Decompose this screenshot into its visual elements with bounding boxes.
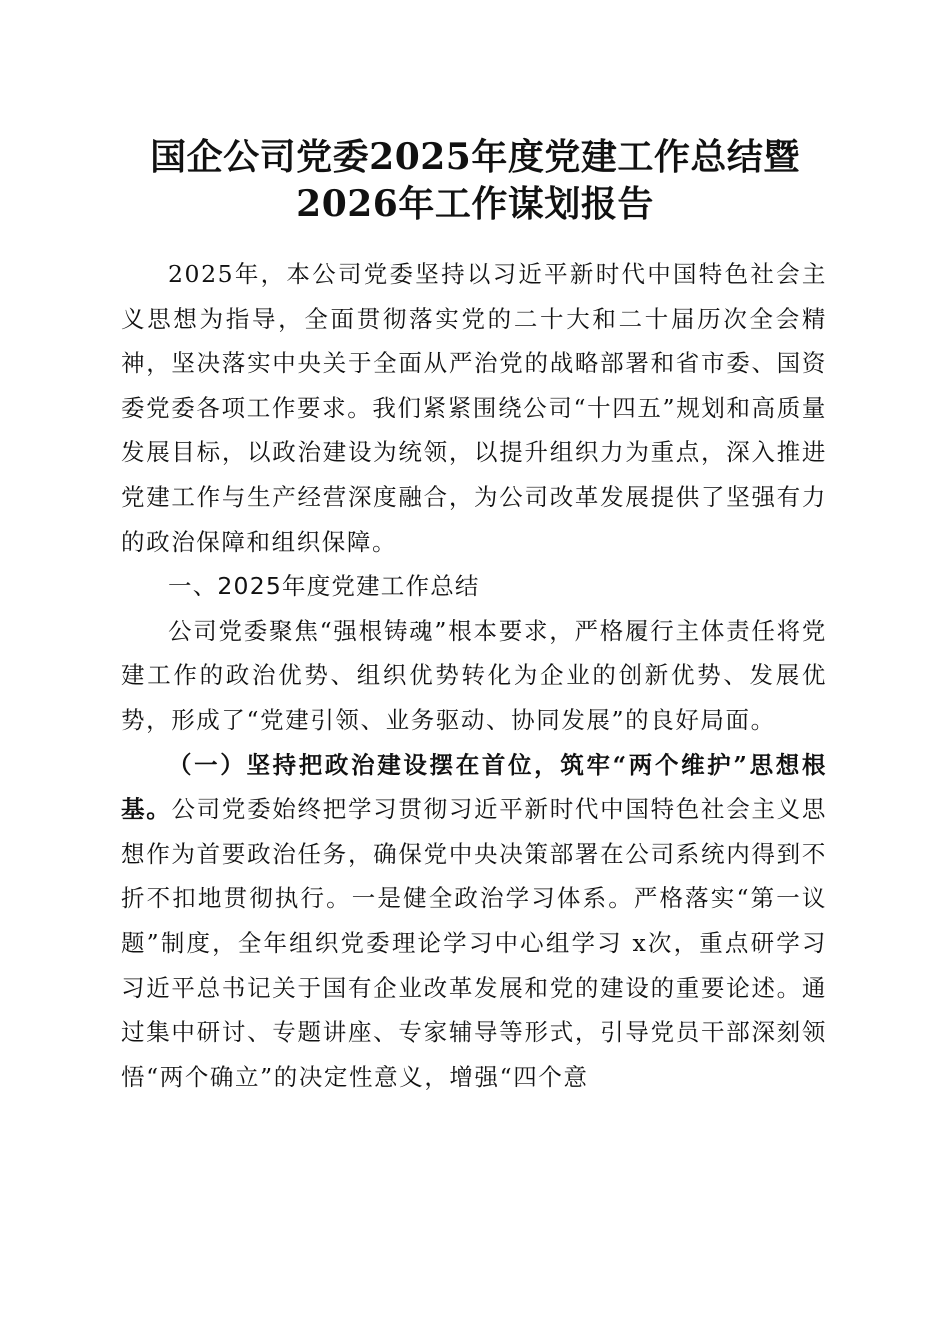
document-title: 国企公司党委2025年度党建工作总结暨2026年工作谋划报告	[150, 136, 800, 225]
subsection-text: 公司党委始终把学习贯彻习近平新时代中国特色社会主义思想作为首要政治任务，确保党中央决策部署在公司系统内得到不折不扣地贯彻执行。一是健全政治学习体系。严格落实“第一议题”制度，全年组织党委理论学习中心组学习 x次，重点研学习习近平总书记关于国有企业改革发展和党的建设的重要论述。通过集中研讨、专题讲座、专家辅导等形式，引导党员干部深刻领悟“两个确立”的决定性意义，增强“四个意	[121, 795, 827, 1091]
section-heading: 一、2025年度党建工作总结	[168, 572, 480, 601]
subsection-heading: （一）坚持把政治建设摆在首位，筑牢“两个维护”思想根基。	[121, 750, 827, 824]
subsection-paragraph	[121, 743, 827, 1100]
section-intro-paragraph: 公司党委聚焦“强根铸魂”根本要求，严格履行主体责任将党建工作的政治优势、组织优势转化为企业的创新优势、发展优势，形成了“党建引领、业务驱动、协同发展”的良好局面。	[121, 616, 827, 734]
document-body	[121, 252, 827, 1099]
intro-paragraph: 2025年，本公司党委坚持以习近平新时代中国特色社会主义思想为指导，全面贯彻落实党的二十大和二十届历次全会精神，坚决落实中央关于全面从严治党的战略部署和省市委、国资委党委各项工作要求。我们紧紧围绕公司“十四五”规划和高质量发展目标，以政治建设为统领，以提升组织力为重点，深入推进党建工作与生产经营深度融合，为公司改革发展提供了坚强有力的政治保障和组织保障。	[121, 260, 827, 556]
